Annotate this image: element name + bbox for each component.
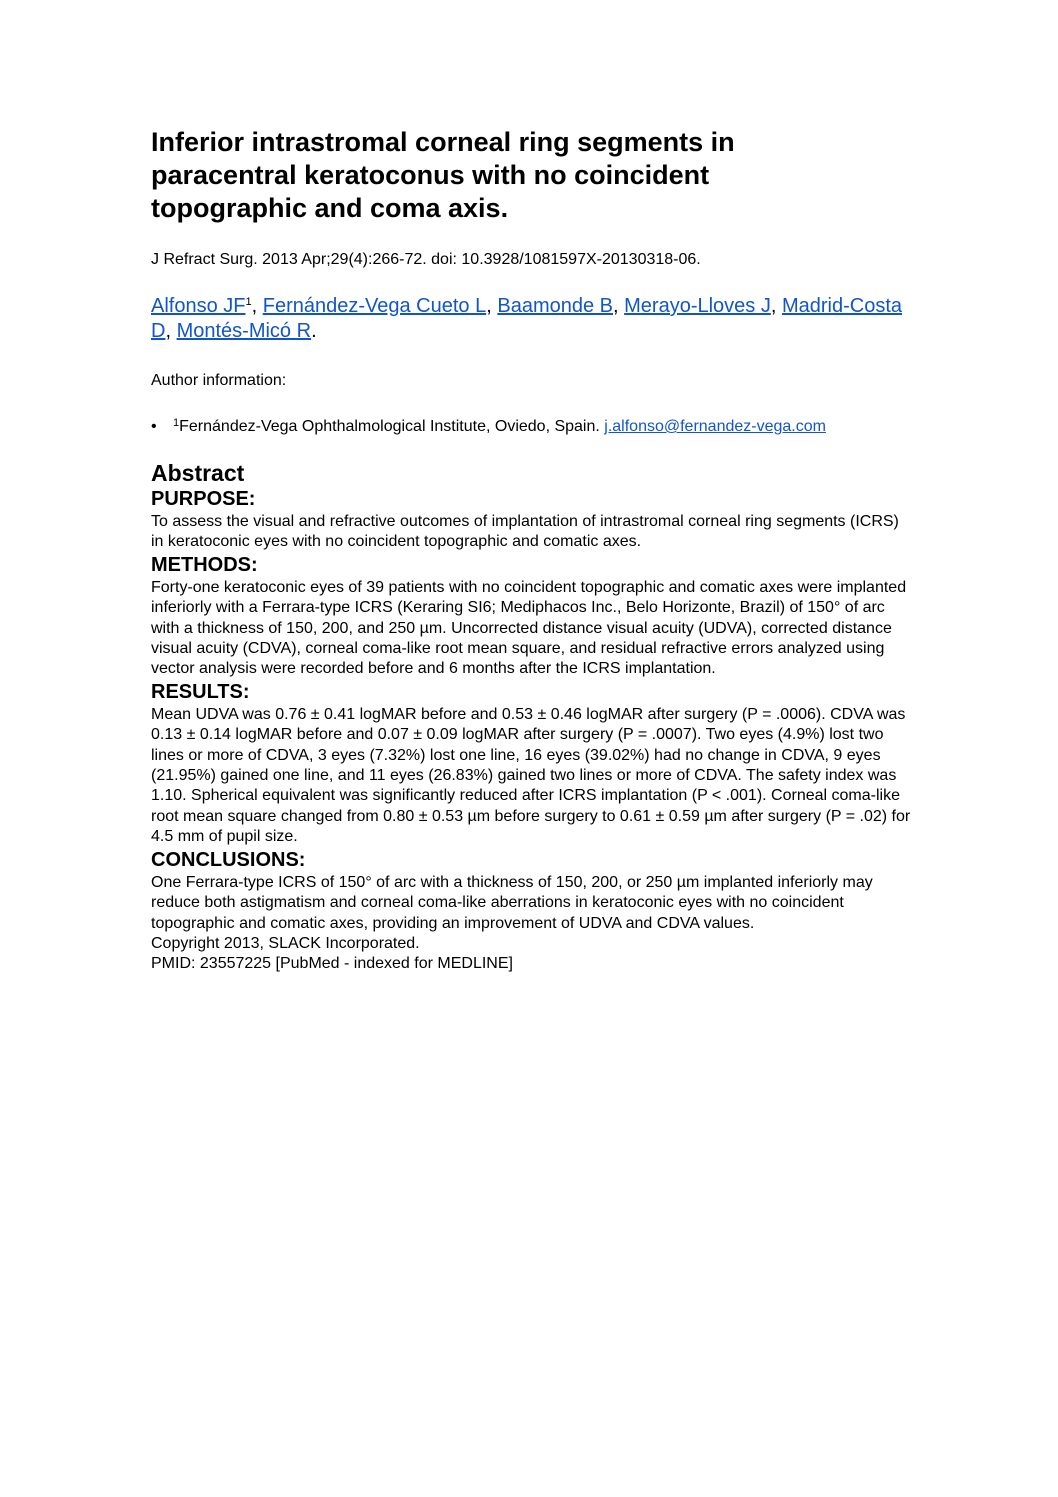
copyright-notice: Copyright 2013, SLACK Incorporated. [151,934,420,952]
affiliation-list [151,417,911,437]
author-separator: , [613,295,625,317]
methods-heading: METHODS: [151,553,258,576]
affiliation-sup: 1 [173,417,180,429]
author-separator: , [770,295,782,317]
author-link-baamonde[interactable]: Baamonde B [497,295,613,317]
author-terminator: . [311,320,317,342]
author-link-madrid-costa[interactable]: Madrid-Costa D [151,295,903,342]
article-title: Inferior intrastromal corneal ring segments in paracentral keratoconus with no coincident topographic and coma axis. [151,127,735,223]
abstract-heading: Abstract [151,460,245,486]
author-information-label: Author information: [151,372,287,389]
author-link-merayo-lloves[interactable]: Merayo-Lloves J [624,295,771,317]
author-separator: , [251,295,263,317]
author-link-fernandez-vega[interactable]: Fernández-Vega Cueto L [262,295,487,317]
conclusions-text: One Ferrara-type ICRS of 150° of arc with a thickness of 150, 200, or 250 µm implanted inferiorly may reduce both astigmatism and corneal coma-like aberrations in keratoconic eyes with no coincident topographic and comatic axes, providing an improvement of UDVA and CDVA values. [151,873,873,932]
journal-citation: J Refract Surg. 2013 Apr;29(4):266-72. doi: 10.3928/1081597X-20130318-06. [151,251,701,268]
author-link-alfonso[interactable]: Alfonso JF [151,295,246,317]
author-list [151,294,911,344]
affiliation-text: Fernández-Vega Ophthalmological Institute, Oviedo, Spain. [179,418,605,435]
author-separator: , [165,320,177,342]
document-page [151,126,911,975]
results-heading: RESULTS: [151,680,250,703]
bullet-icon: • [151,418,157,435]
purpose-heading: PURPOSE: [151,488,256,510]
methods-text: Forty-one keratoconic eyes of 39 patients with no coincident topographic and comatic axes were implanted inferiorly with a Ferrara-type ICRS (Keraring SI6; Mediphacos Inc., Belo Horizonte, Brazil) of 150° of arc with a thickness of 150, 200, and 250 µm. Uncorrected distance visual acuity (UDVA), corrected distance visual acuity (CDVA), corneal coma-like root mean square, and residual refractive errors analyzed using vector analysis were recorded before and 6 months after the ICRS implantation. [151,578,907,678]
purpose-text: To assess the visual and refractive outcomes of implantation of intrastromal corneal ring segments (ICRS) in keratoconic eyes with no coincident topographic and comatic axes. [151,513,899,551]
author-separator: , [486,295,498,317]
conclusions-heading: CONCLUSIONS: [151,848,306,871]
pmid-line: PMID: 23557225 [PubMed - indexed for MEDLINE] [151,955,513,973]
results-text: Mean UDVA was 0.76 ± 0.41 logMAR before and 0.53 ± 0.46 logMAR after surgery (P = .0006). CDVA was 0.13 ± 0.14 logMAR before and 0.07 ± 0.09 logMAR after surgery (P = .0007). Two eyes (4.9%) lost two lines or more of CDVA, 3 eyes (7.32%) lost one line, 16 eyes (39.02%) had no change in CDVA, 9 eyes (21.95%) gained one line, and 11 eyes (26.83%) gained two lines or more of CDVA. The safety index was 1.10. Spherical equivalent was significantly reduced after ICRS implantation (P < .001). Corneal coma-like root mean square changed from 0.80 ± 0.53 µm before surgery to 0.61 ± 0.59 µm after surgery (P = .02) for 4.5 mm of pupil size. [151,705,911,846]
author-affiliation-sup: 1 [245,296,252,308]
author-link-montes-mico[interactable]: Montés-Micó R [176,320,312,342]
author-email-link[interactable]: j.alfonso@fernandez-vega.com [604,418,826,435]
affiliation-item [151,417,911,437]
